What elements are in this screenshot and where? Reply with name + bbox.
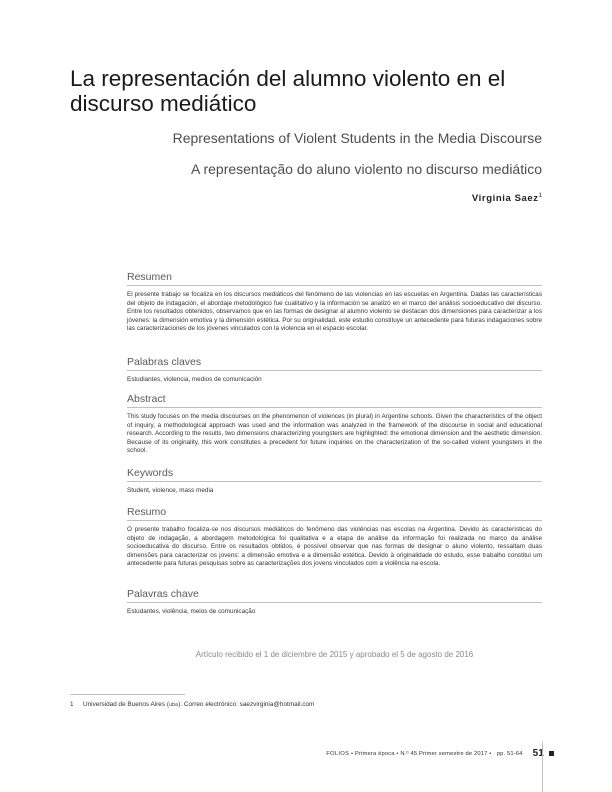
subtitle-portuguese: A representação do aluno violento no discurso mediático: [191, 161, 542, 177]
page-number: 51: [532, 748, 544, 759]
author-name-text: Virginia Saez: [471, 193, 539, 205]
section-keywords: [127, 467, 542, 496]
journal-name: FOLIOS: [326, 750, 350, 757]
section-heading: Palavras chave: [127, 588, 542, 603]
footer-vertical-rule: [542, 742, 543, 792]
journal-issue-info: • Primera época • N.º 45 Primer semestre de 2017 • pp. 51-64: [349, 750, 523, 757]
section-palabras-claves: [127, 356, 542, 385]
section-body: Student, violence, mass media: [127, 487, 214, 494]
article-title: La representación del alumno violento en el discurso mediático: [70, 66, 506, 116]
author-name: [472, 193, 542, 204]
section-heading: Abstract: [127, 393, 542, 408]
footnote-text-after: ). Correo electrónico: saezvirginia@hotmail.com: [178, 701, 315, 708]
received-note: Artículo recibido el 1 de diciembre de 2015 y aprobado el 5 de agosto de 2016: [195, 650, 474, 659]
section-body: Estudantes, violência, meios de comunicação: [127, 608, 256, 615]
subtitle-english: Representations of Violent Students in the Media Discourse: [172, 130, 542, 146]
section-abstract: [127, 393, 542, 456]
footnote-text-before: Universidad de Buenos Aires (: [83, 701, 169, 708]
section-heading: Keywords: [127, 467, 542, 482]
section-body: This study focuses on the media discourses on the phenomenon of violences (in plural) in Argentine schools. Given the characteristics of the object of inquiry, a methodological approach was used and the information was analyzed in the framework of the discourse in social and educational research. According to the results, two dimensions characterizing youngsters are highlighted: the emotional dimension and the aesthetic dimension. Because of its originality, this work constitutes a precedent for future inquiries on the characterization of the so-called violent youngsters in the school.: [127, 413, 542, 455]
footnote-number: 1: [70, 701, 74, 708]
section-resumen: [127, 271, 542, 334]
footnote-divider: [70, 694, 185, 695]
section-heading: Palabras claves: [127, 356, 542, 371]
square-bullet-icon: [549, 751, 554, 756]
section-heading: Resumen: [127, 271, 542, 286]
footnote: [70, 701, 540, 708]
section-heading: Resumo: [127, 506, 542, 521]
section-resumo: [127, 506, 542, 569]
section-palavras-chave: [127, 588, 542, 617]
page-footer: [326, 748, 554, 759]
section-body: Estudiantes, violencia, medios de comunicación: [127, 376, 262, 383]
author-footnote-marker: 1: [538, 193, 542, 199]
section-body: El presente trabajo se focaliza en los discursos mediáticos del fenómeno de las violencias en las escuelas en Argentina. Dadas las características del objeto de indagación, el abordaje metodológico fue cualitativo y la información se analizó en el marco del análisis socioeducativo del discurso. Entre los resultados obtenidos, observamos que en las formas de designar al alumno violento se destacan dos dimensiones para caracterizar a los jóvenes: la dimensión emotiva y la dimensión estética. Por su originalidad, este estudio constituye un antecedente para futuras indagaciones sobre las caracterizaciones de los jóvenes vinculados con la violencia en el espacio escolar.: [127, 291, 542, 333]
footnote-abbr: uba: [168, 702, 179, 708]
section-body: O presente trabalho focaliza-se nos discursos mediáticos do fenômeno das violências nas escolas na Argentina. Devido às características do objeto de indagação, a abordagem metodológica foi qualitativa e a etapa de análise da informação foi realizada no marco da análise socioeducativa do discurso. Entre os resultados obtidos, é possível observar que nas formas de designar o aluno violento, ressaltam duas dimensões para caracterizar os jovens: a dimensão emotiva e a dimensão estética. Devido à originalidade do estudo, esse trabalho constitui um antecedente para futuras pesquisas sobre as caracterizações dos jovens vinculados com a violência na escola.: [127, 526, 542, 568]
